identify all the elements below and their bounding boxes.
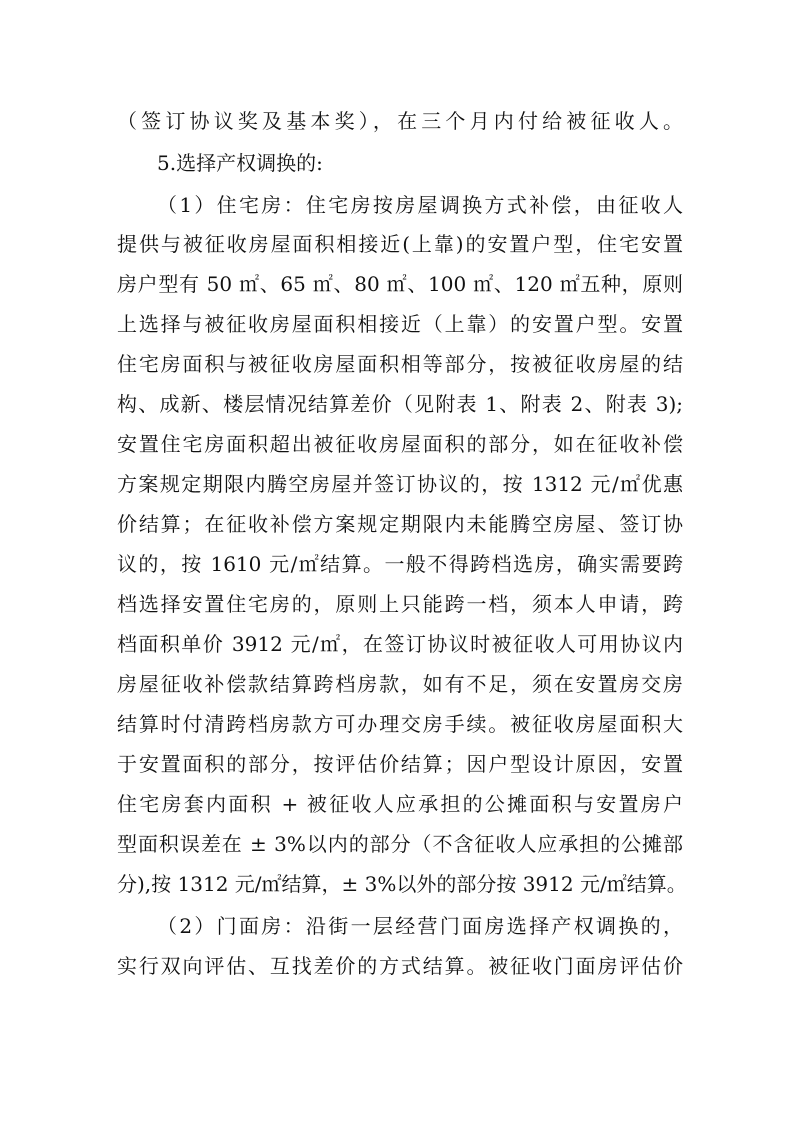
paragraph-line-4: 提供与被征收房屋面积相接近(上靠)的安置户型，住宅安置	[117, 232, 683, 256]
paragraph-line-9: 安置住宅房面积超出被征收房屋面积的部分，如在征收补偿	[117, 432, 683, 456]
paragraph-line-11: 价结算；在征收补偿方案规定期限内未能腾空房屋、签订协	[117, 512, 683, 536]
paragraph-line-8: 构、成新、楼层情况结算差价（见附表 1、附表 2、附表 3);	[117, 392, 683, 416]
paragraph-line-17: 于安置面积的部分，按评估价结算；因户型设计原因，安置	[117, 752, 683, 776]
paragraph-line-1: （签订协议奖及基本奖），在三个月内付给被征收人。	[117, 109, 683, 133]
paragraph-line-19: 型面积误差在 ± 3%以内的部分（不含征收人应承担的公摊部	[117, 832, 683, 856]
paragraph-line-22: 实行双向评估、互找差价的方式结算。被征收门面房评估价	[117, 954, 683, 978]
paragraph-line-14: 档面积单价 3912 元/㎡，在签订协议时被征收人可用协议内	[117, 632, 683, 656]
paragraph-line-20: 分),按 1312 元/㎡结算，± 3%以外的部分按 3912 元/㎡结算。	[117, 872, 687, 896]
paragraph-line-10: 方案规定期限内腾空房屋并签订协议的，按 1312 元/㎡优惠	[117, 472, 683, 496]
paragraph-line-6: 上选择与被征收房屋面积相接近（上靠）的安置户型。安置	[117, 312, 683, 336]
paragraph-line-12: 议的，按 1610 元/㎡结算。一般不得跨档选房，确实需要跨	[117, 552, 683, 576]
paragraph-line-3: （1）住宅房：住宅房按房屋调换方式补偿，由征收人	[157, 193, 683, 217]
paragraph-line-15: 房屋征收补偿款结算跨档房款，如有不足，须在安置房交房	[117, 672, 683, 696]
paragraph-line-5: 房户型有 50 ㎡、65 ㎡、80 ㎡、100 ㎡、120 ㎡五种，原则	[117, 272, 683, 296]
paragraph-line-13: 档选择安置住宅房的，原则上只能跨一档，须本人申请，跨	[117, 592, 683, 616]
paragraph-line-7: 住宅房面积与被征收房屋面积相等部分，按被征收房屋的结	[117, 352, 683, 376]
paragraph-line-21: （2）门面房：沿街一层经营门面房选择产权调换的，	[157, 914, 683, 938]
section-heading-property-exchange: 5.选择产权调换的:	[157, 151, 323, 175]
paragraph-line-16: 结算时付清跨档房款方可办理交房手续。被征收房屋面积大	[117, 712, 683, 736]
paragraph-line-18: 住宅房套内面积 + 被征收人应承担的公摊面积与安置房户	[117, 792, 683, 816]
